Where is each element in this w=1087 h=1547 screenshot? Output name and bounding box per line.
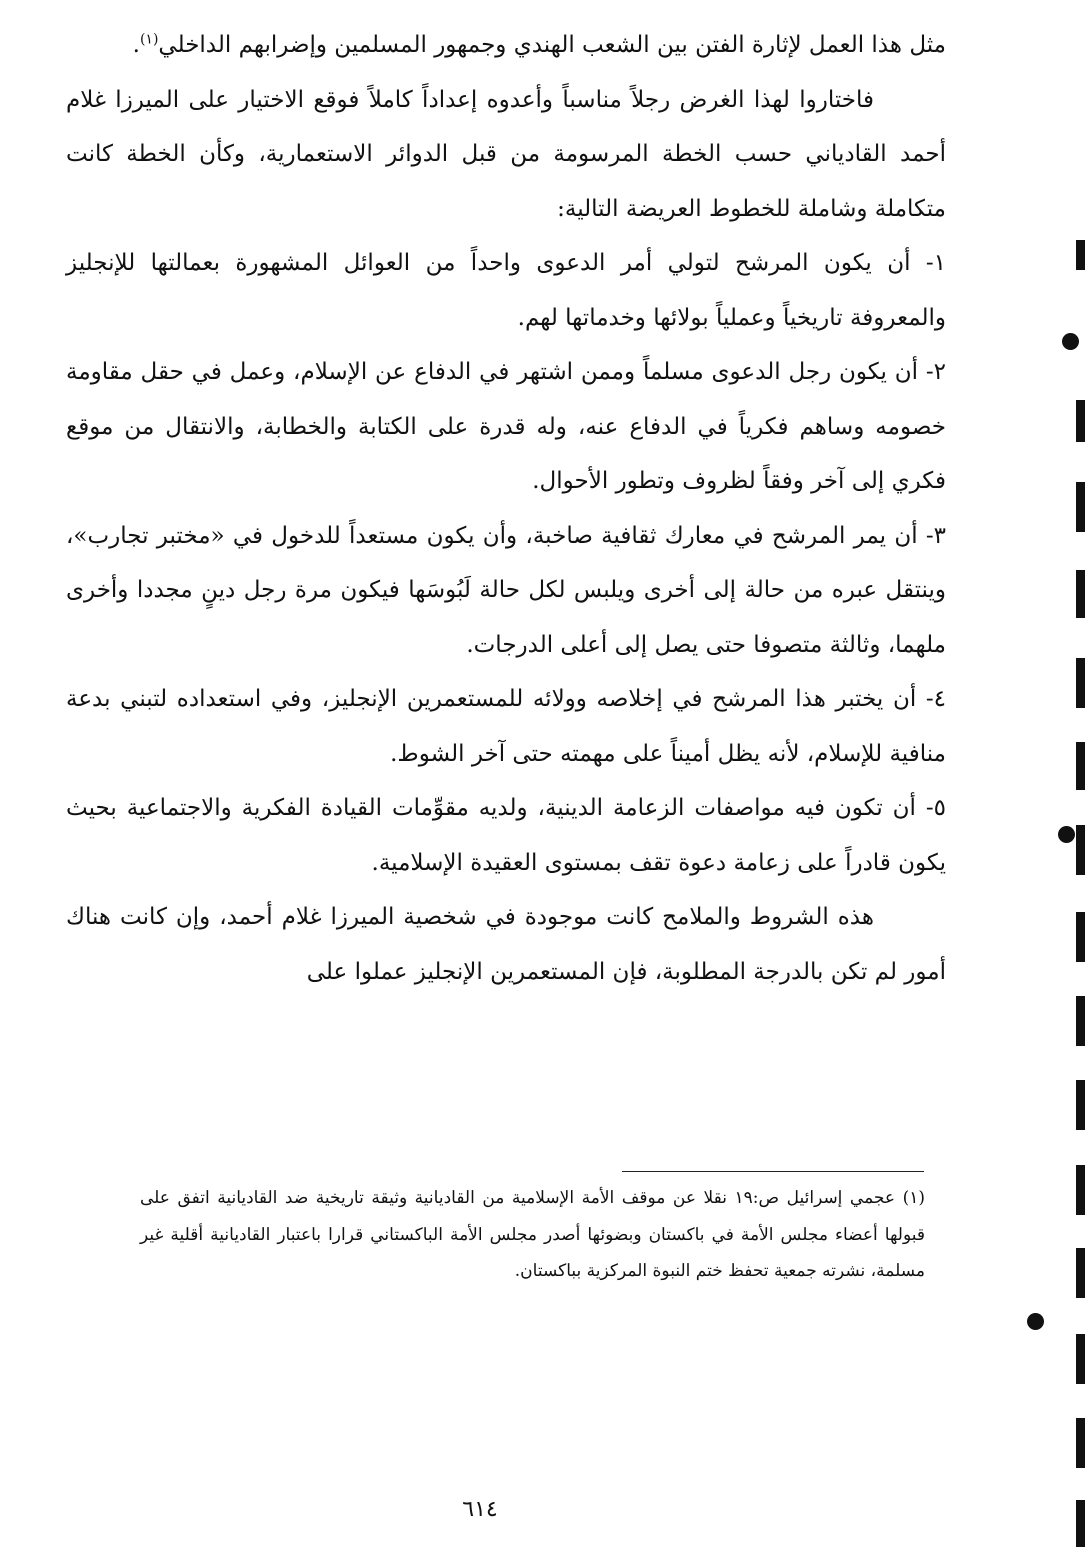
binding-mark xyxy=(1076,825,1085,875)
list-item-3: ٣- أن يمر المرشح في معارك ثقافية صاخبة، وأن يكون مستعداً للدخول في «مختبر تجارب»، وينتقل عبره من حالة إلى أخرى ويلبس لكل حالة لَبُوسَها فيكون مرة رجل دينٍ مجددا وأخرى ملهما، وثالثة متصوفا حتى يصل إلى أعلى الدرجات. xyxy=(66,522,946,658)
binding-mark xyxy=(1076,1080,1085,1130)
punch-hole-dot xyxy=(1027,1313,1044,1330)
page-number: ٦١٤ xyxy=(462,1497,498,1522)
punch-hole-dot xyxy=(1058,826,1075,843)
binding-mark xyxy=(1076,240,1085,270)
list-item-1: ١- أن يكون المرشح لتولي أمر الدعوى واحداً من العوائل المشهورة بعمالتها للإنجليز والمعروفة تاريخياً وعملياً بولائها وخدماتها لهم. xyxy=(66,250,946,331)
paragraph-text: مثل هذا العمل لإثارة الفتن بين الشعب الهندي وجمهور المسلمين وإضرابهم الداخلي xyxy=(158,32,946,58)
binding-mark xyxy=(1076,1165,1085,1215)
binding-mark xyxy=(1076,1500,1085,1547)
binding-mark xyxy=(1076,996,1085,1046)
binding-mark xyxy=(1076,912,1085,962)
list-item-5: ٥- أن تكون فيه مواصفات الزعامة الدينية، ولديه مقوِّمات القيادة الفكرية والاجتماعية بحيث يكون قادراً على زعامة دعوة تقف بمستوى العقيدة الإسلامية. xyxy=(66,795,946,876)
list-item-2: ٢- أن يكون رجل الدعوى مسلماً وممن اشتهر في الدفاع عن الإسلام، وعمل في حقل مقاومة خصومه وساهم فكرياً في الدفاع عنه، وله قدرة على الكتابة والخطابة، والانتقال من موقع فكري إلى آخر وفقاً لظروف وتطور الأحوال. xyxy=(66,359,946,494)
footnote-reference: (١) xyxy=(139,31,159,48)
list-item-4: ٤- أن يختبر هذا المرشح في إخلاصه وولائه للمستعمرين الإنجليز، وفي استعداده لتبني بدعة منافية للإسلام، لأنه يظل أميناً على مهمته حتى آخر الشوط. xyxy=(66,686,946,767)
binding-mark xyxy=(1076,742,1085,790)
binding-mark xyxy=(1076,400,1085,442)
main-text xyxy=(66,18,946,999)
punch-hole-dot xyxy=(1062,333,1079,350)
paragraph-conclusion: هذه الشروط والملامح كانت موجودة في شخصية الميرزا غلام أحمد، وإن كانت هناك أمور لم تكن بالدرجة المطلوبة، فإن المستعمرين الإنجليز عملوا على xyxy=(66,904,946,985)
binding-mark xyxy=(1076,658,1085,708)
paragraph-intro: فاختاروا لهذا الغرض رجلاً مناسباً وأعدوه إعداداً كاملاً فوقع الاختيار على الميرزا غلام أحمد القادياني حسب الخطة المرسومة من قبل الدوائر الاستعمارية، وكأن الخطة كانت متكاملة وشاملة للخطوط العريضة التالية: xyxy=(66,86,946,222)
footnote-divider xyxy=(622,1171,924,1172)
binding-mark xyxy=(1076,1418,1085,1468)
binding-mark xyxy=(1076,570,1085,618)
binding-mark xyxy=(1076,1334,1085,1384)
footnotes xyxy=(140,1180,925,1290)
binding-mark xyxy=(1076,1248,1085,1298)
footnote-1: (١) عجمي إسرائيل ص:١٩ نقلا عن موقف الأمة الإسلامية من القاديانية وثيقة تاريخية ضد القاديانية اتفق على قبولها أعضاء مجلس الأمة في باكستان وبضوئها أصدر مجلس الأمة الباكستاني قرارا باعتبار القاديانية أقلية غير مسلمة، نشرته جمعية تحفظ ختم النبوة المركزية بباكستان. xyxy=(140,1188,925,1281)
binding-mark xyxy=(1076,482,1085,532)
paragraph-continuation: مثل هذا العمل لإثارة الفتن بين الشعب الهندي وجمهور المسلمين وإضرابهم الداخلي$^{(١)}$. xyxy=(132,31,946,58)
